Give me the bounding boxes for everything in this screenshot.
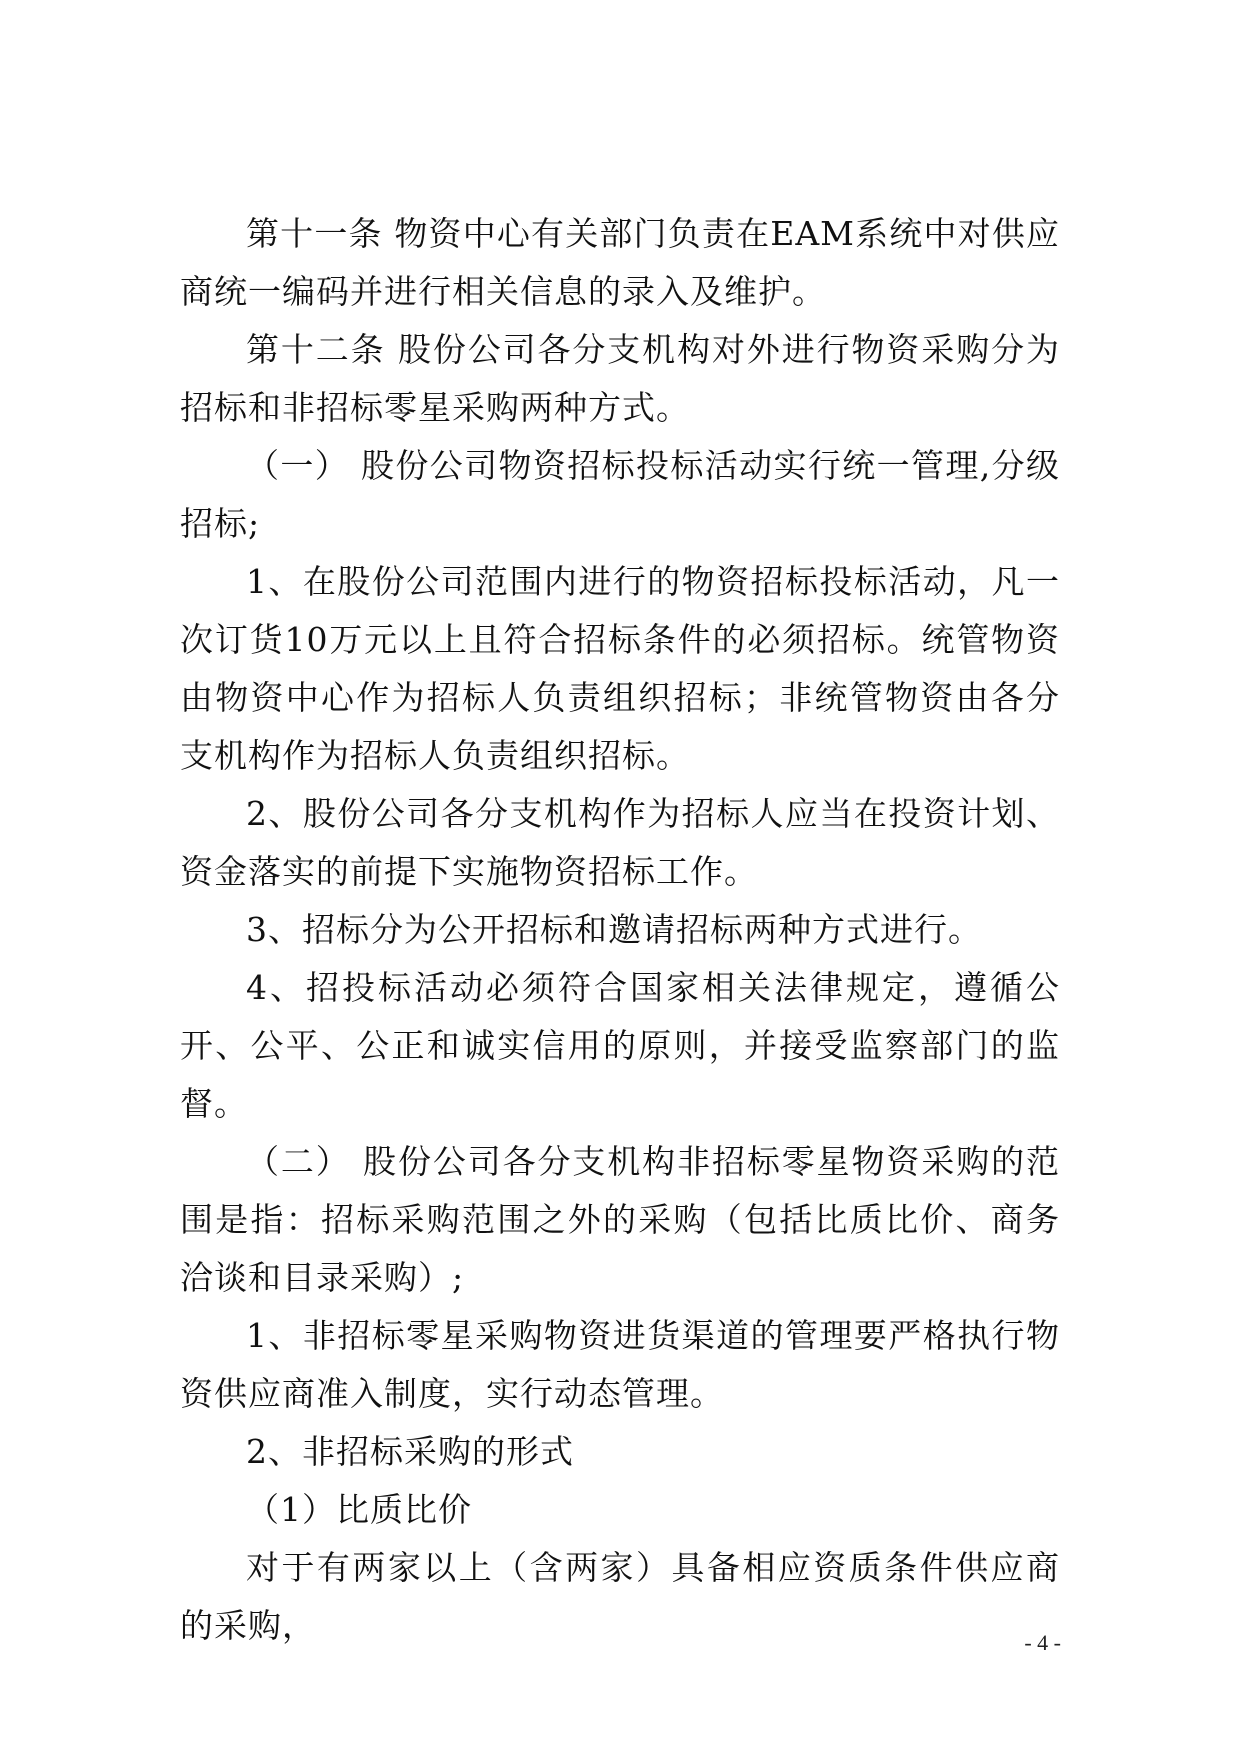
paragraph-section-2: （二） 股份公司各分支机构非招标零星物资采购的范围是指：招标采购范围之外的采购（包括比质比价、商务洽谈和目录采购）; (180, 1142, 1060, 1297)
paragraph-article-12: 第十二条 股份公司各分支机构对外进行物资采购分为招标和非招标零星采购两种方式。 (180, 330, 1060, 427)
paragraph-subitem-1-text: 对于有两家以上（含两家）具备相应资质条件供应商的采购， (180, 1548, 1060, 1645)
paragraph-item-4: 4、招投标活动必须符合国家相关法律规定，遵循公开、公平、公正和诚实信用的原则，并接受监察部门的监督。 (180, 968, 1060, 1123)
paragraph-item-2-1: 1、非招标零星采购物资进货渠道的管理要严格执行物资供应商准入制度，实行动态管理。 (180, 1316, 1060, 1413)
paragraph-subitem-1: （1）比质比价 (246, 1490, 472, 1529)
paragraph-item-2-2: 2、非招标采购的形式 (246, 1432, 574, 1471)
paragraph-section-1: （一） 股份公司物资招标投标活动实行统一管理,分级招标; (180, 446, 1060, 543)
paragraph-article-11: 第十一条 物资中心有关部门负责在EAM系统中对供应商统一编码并进行相关信息的录入及维护。 (180, 214, 1060, 311)
paragraph-item-2: 2、股份公司各分支机构作为招标人应当在投资计划、资金落实的前提下实施物资招标工作。 (180, 794, 1060, 891)
paragraph-item-1: 1、在股份公司范围内进行的物资招标投标活动，凡一次订货10万元以上且符合招标条件的必须招标。统管物资由物资中心作为招标人负责组织招标；非统管物资由各分支机构作为招标人负责组织招标。 (180, 562, 1060, 775)
paragraph-item-3: 3、招标分为公开招标和邀请招标两种方式进行。 (246, 910, 982, 949)
page-number: - 4 - (1024, 1630, 1061, 1655)
document-body (180, 205, 1060, 1655)
